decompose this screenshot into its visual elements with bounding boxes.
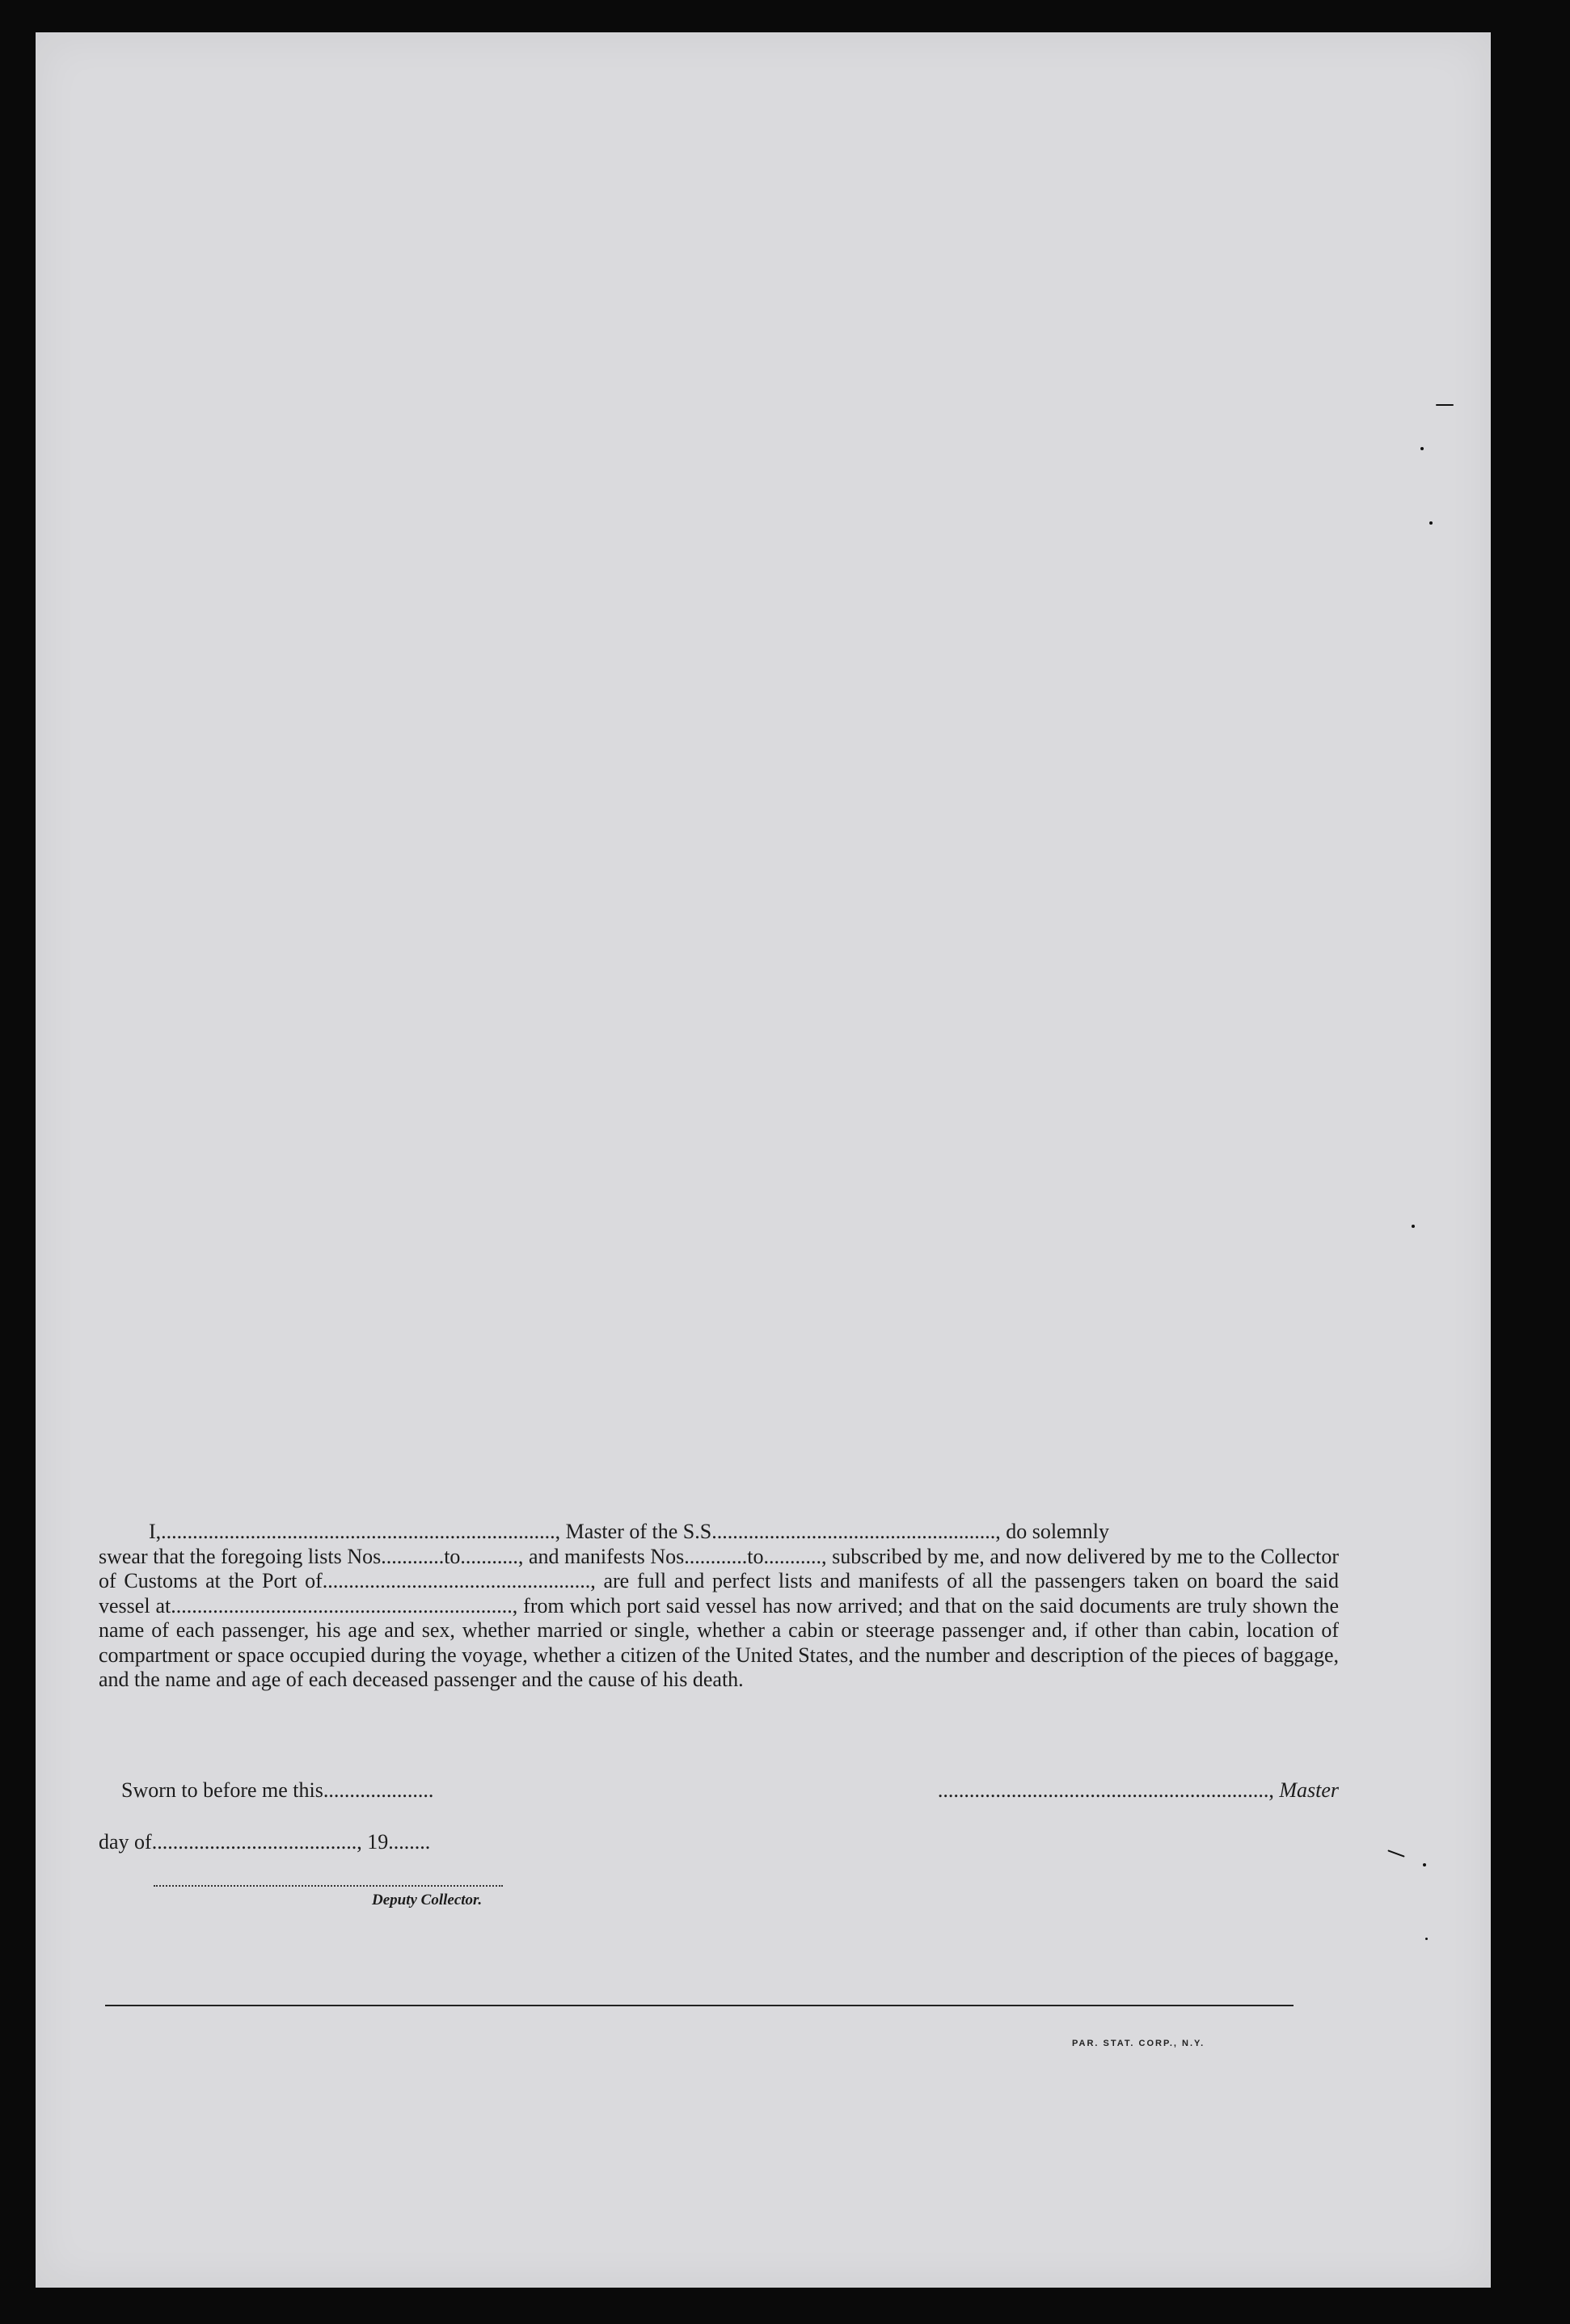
- deputy-collector-label: Deputy Collector.: [372, 1892, 483, 1909]
- speck: [1429, 521, 1433, 525]
- document-page: [36, 32, 1491, 2288]
- speck: [1425, 1938, 1428, 1940]
- speck: [1423, 1863, 1426, 1866]
- deputy-signature-line: [154, 1877, 503, 1887]
- sworn-line: Sworn to before me this.....................: [121, 1778, 434, 1802]
- printer-imprint: PAR. STAT. CORP., N.Y.: [1072, 2039, 1205, 2048]
- oath-first-line: I,..........................................................................., Master of the S.S......................................................, do solemnly: [149, 1520, 1110, 1543]
- signature-area: [99, 1778, 1339, 1940]
- footer-rule: [105, 2005, 1294, 2006]
- day-of-line: day of......................................., 19........: [99, 1830, 431, 1854]
- speck: [1436, 404, 1454, 406]
- speck: [1420, 447, 1424, 450]
- master-dots: ...............................................................,: [937, 1778, 1274, 1802]
- master-signature-line: [938, 1778, 1339, 1803]
- speck: [1412, 1225, 1415, 1228]
- oath-body: swear that the foregoing lists Nos............to..........., and manifests Nos............to..........., subscribed by me, and now delivered by me to the Collector of Customs at the Port of..................................................., are full and perfect lists and manifests of all the passengers taken on board the said vessel at................................................................., from which port said vessel has now arrived; and that on the said documents are truly shown the name of each passenger, his age and sex, whether married or single, whether a cabin or steerage passenger and, if other than cabin, location of compartment or space occupied during the voyage, whether a citizen of the United States, and the number and description of the pieces of baggage, and the name and age of each deceased passenger and the cause of his death.: [99, 1544, 1339, 1691]
- oath-paragraph: [99, 1520, 1339, 1693]
- master-label: Master: [1279, 1778, 1339, 1802]
